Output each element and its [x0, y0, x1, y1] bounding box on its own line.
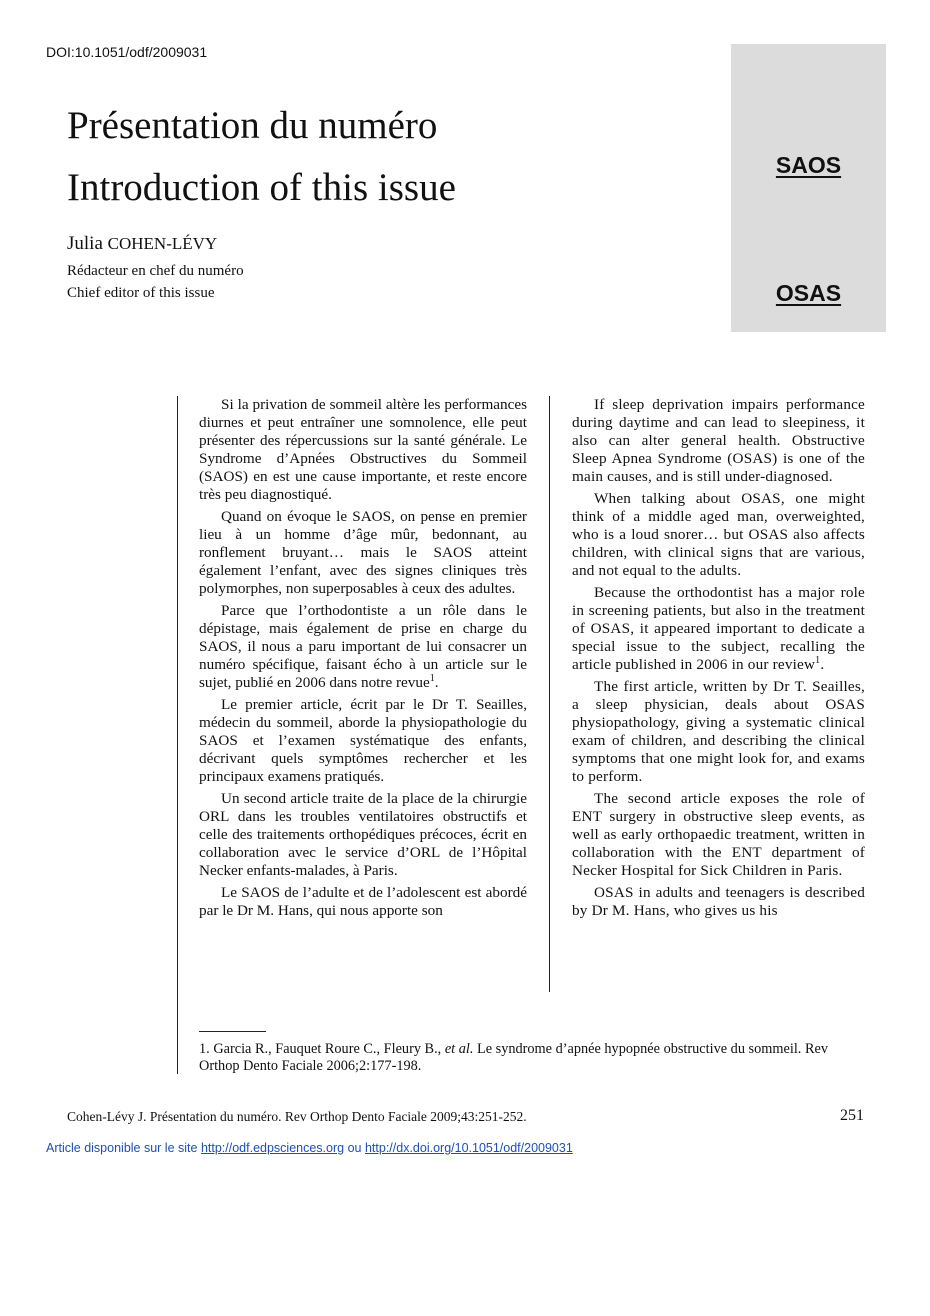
- french-column: [199, 396, 527, 924]
- column-separator: [549, 396, 550, 992]
- page-number: 251: [840, 1107, 864, 1124]
- paragraph: [199, 602, 527, 692]
- paragraph: [572, 584, 865, 674]
- footnote-marker: 1: [815, 654, 821, 666]
- footnote-rule: [199, 1031, 266, 1032]
- doi-link[interactable]: http://dx.doi.org/10.1051/odf/2009031: [364, 1141, 573, 1155]
- footnote-number: 1.: [199, 1041, 210, 1057]
- footnote-authors: Garcia R., Fauquet Roure C., Fleury B.,: [213, 1041, 442, 1057]
- paragraph: Le SAOS de l’adulte et de l’adolescent est abordé par le Dr M. Hans, qui nous apporte son: [199, 884, 527, 919]
- title-french: Présentation du numéro: [67, 104, 438, 147]
- keyword-osas: OSAS: [775, 280, 842, 306]
- footnote: [199, 1041, 865, 1075]
- english-column: [572, 396, 865, 924]
- author-name: [67, 232, 217, 256]
- author-role-english: Chief editor of this issue: [67, 285, 215, 301]
- paragraph: Quand on évoque le SAOS, on pense en premier lieu à un homme d’âge mûr, bedonnant, au ronflement bruyant… mais le SAOS atteint également l’enfant, avec des signes cliniques très polymorphes, non superposables à ceux des adultes.: [199, 508, 527, 597]
- paragraph: When talking about OSAS, one might think of a middle aged man, overweighted, who is a loud snorer… but OSAS also affects children, with clinical signs that are various, and not equal to the adults.: [572, 490, 865, 579]
- paragraph-text: Parce que l’orthodontiste a un rôle dans le dépistage, mais également de prise en charge du SAOS, il nous a paru important de lui consacrer un numéro spécifique, faisant écho à un article sur le sujet, publié en 2006 dans notre revue: [199, 602, 527, 691]
- paragraph: The second article exposes the role of ENT surgery in obstructive sleep events, as well as early orthopaedic treatment, written in collaboration with the ENT department of Necker Hospital for Sick Children in Paris.: [572, 790, 865, 879]
- footnote-title: Le syndrome d’apnée hypopnée obstructive du sommeil.: [476, 1041, 802, 1057]
- paragraph: Le premier article, écrit par le Dr T. Seailles, médecin du sommeil, aborde la physiopathologie du SAOS et l’examen systématique des enfants, décrivant quels symptômes rechercher et les principaux examens pratiqués.: [199, 696, 527, 785]
- keyword-box: [731, 44, 886, 332]
- footnote-et-al: et al.: [444, 1041, 474, 1057]
- paragraph: Si la privation de sommeil altère les performances diurnes et peut entraîner une somnolence, elle peut présenter des répercussions sur la santé générale. Le Syndrome d’Apnées Obstructives du Sommeil (SAOS) en est une cause importante, et reste encore très peu diagnostiqué.: [199, 396, 527, 503]
- author-role-french: Rédacteur en chef du numéro: [67, 263, 244, 279]
- availability-connector: ou: [347, 1141, 362, 1155]
- paragraph-text: Because the orthodontist has a major role in screening patients, but also in the treatment of OSAS, it appeared important to dedicate a special issue to the subject, recalling the article published in 2006 in our review: [572, 584, 865, 673]
- paragraph: OSAS in adults and teenagers is described by Dr M. Hans, who gives us his: [572, 884, 865, 919]
- margin-rule: [177, 396, 178, 1074]
- keyword-saos: SAOS: [775, 152, 842, 178]
- doi-label: DOI:10.1051/odf/2009031: [46, 44, 208, 60]
- footnote-source: Rev Orthop Dento Faciale 2006;2:177-198.: [199, 1041, 828, 1074]
- availability-line: [46, 1141, 573, 1155]
- author-first-name: Julia: [67, 233, 103, 254]
- paragraph: Un second article traite de la place de la chirurgie ORL dans les troubles ventilatoires obstructifs et celle des traitements orthopédiques précoces, écrit en collaboration avec le service d’ORL de l’Hôpital Necker enfants-malades, à Paris.: [199, 790, 527, 879]
- paragraph: If sleep deprivation impairs performance during daytime and can lead to sleepiness, it also can alter general health. Obstructive Sleep Apnea Syndrome (OSAS) is one of the main causes, and is still under-diagnosed.: [572, 396, 865, 485]
- title-english: Introduction of this issue: [67, 166, 456, 209]
- paragraph-end: .: [434, 674, 439, 691]
- citation-line: Cohen-Lévy J. Présentation du numéro. Rev Orthop Dento Faciale 2009;43:251-252.: [67, 1109, 527, 1124]
- paragraph: The first article, written by Dr T. Seailles, a sleep physician, deals about OSAS physiopathology, giving a systematic clinical exam of children, and describing the clinical symptoms that one might look for, and exams to perform.: [572, 678, 865, 785]
- availability-prefix: Article disponible sur le site: [46, 1141, 198, 1155]
- footnote-marker: 1: [429, 672, 435, 684]
- journal-site-link[interactable]: http://odf.edpsciences.org: [200, 1141, 345, 1155]
- paragraph-end: .: [820, 656, 825, 673]
- author-last-name: COHEN-LÉVY: [107, 234, 218, 253]
